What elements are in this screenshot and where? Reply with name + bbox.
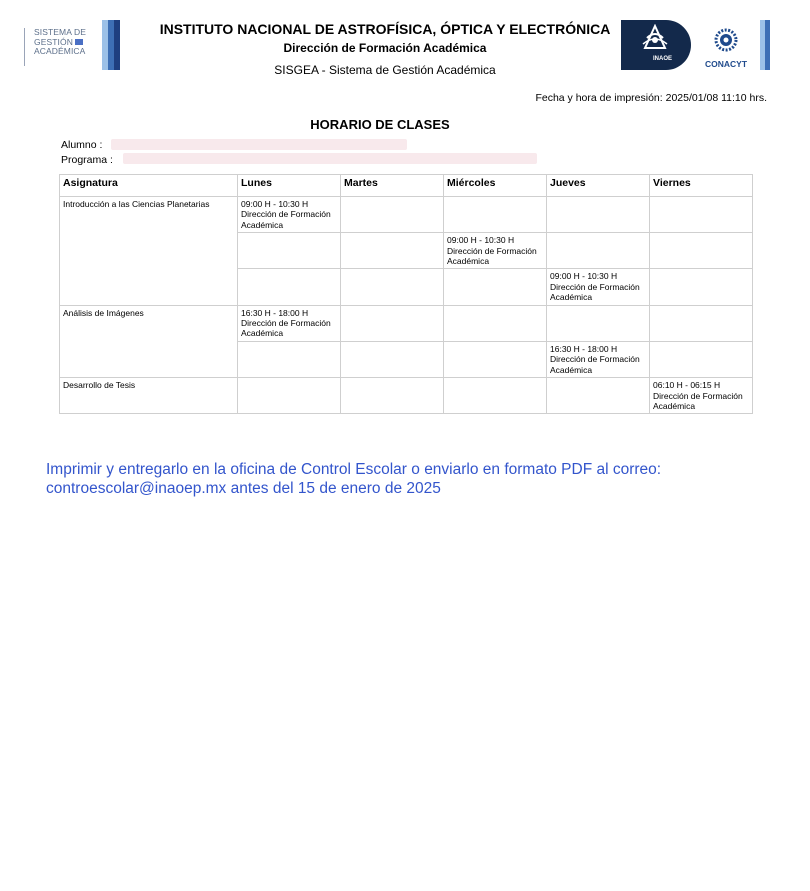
submission-note-line: Imprimir y entregarlo en la oficina de Control Escolar o enviarlo en formato PDF al correo: bbox=[46, 461, 662, 478]
inaoe-emblem-icon bbox=[637, 24, 673, 56]
logo-line: SISTEMA DE bbox=[34, 27, 87, 37]
schedule-cell bbox=[238, 197, 341, 233]
schedule-cell bbox=[547, 378, 650, 414]
schedule-cell bbox=[547, 233, 650, 269]
table-row bbox=[60, 305, 753, 341]
schedule-cell bbox=[444, 341, 547, 377]
schedule-cell bbox=[238, 269, 341, 305]
schedule-cell bbox=[341, 305, 444, 341]
slot-time: 09:00 H - 10:30 H bbox=[550, 271, 618, 282]
schedule-cell bbox=[341, 341, 444, 377]
slot-place: Dirección de Formación Académica bbox=[550, 354, 640, 375]
schedule-cell bbox=[341, 378, 444, 414]
schedule-cell bbox=[444, 305, 547, 341]
subject-cell: Análisis de Imágenes bbox=[60, 305, 238, 377]
slot-place: Dirección de Formación Académica bbox=[653, 390, 743, 411]
schedule-cell bbox=[547, 341, 650, 377]
schedule-cell bbox=[650, 197, 753, 233]
submission-note-line: controescolar@inaoep.mx antes del 15 de enero de 2025 bbox=[46, 480, 441, 497]
conacyt-logo bbox=[697, 28, 755, 68]
slot-time: 16:30 H - 18:00 H bbox=[241, 307, 309, 318]
inaoe-logo bbox=[621, 20, 691, 70]
schedule-cell bbox=[650, 378, 753, 414]
schedule-cell bbox=[341, 269, 444, 305]
schedule-cell bbox=[238, 341, 341, 377]
logo-square-icon bbox=[75, 39, 83, 45]
sisgea-logo-text bbox=[34, 28, 86, 57]
schedule-cell bbox=[547, 269, 650, 305]
redacted-program-name bbox=[123, 153, 537, 164]
conacyt-emblem-icon bbox=[713, 28, 739, 52]
schedule-cell bbox=[650, 305, 753, 341]
programa-label: Programa : bbox=[61, 154, 113, 166]
system-title: SISGEA - Sistema de Gestión Académica bbox=[274, 63, 496, 77]
conacyt-logo-text: CONACYT bbox=[704, 59, 748, 69]
logo-line: ACADÉMICA bbox=[34, 46, 86, 56]
schedule-cell bbox=[341, 233, 444, 269]
table-row bbox=[60, 378, 753, 414]
print-date: Fecha y hora de impresión: 2025/01/08 11:10 hrs. bbox=[535, 92, 767, 104]
logo-line: GESTIÓN bbox=[34, 38, 86, 48]
inaoe-logo-text: INAOE bbox=[653, 56, 673, 62]
slot-time: 16:30 H - 18:00 H bbox=[550, 343, 618, 354]
subject-cell: Introducción a las Ciencias Planetarias bbox=[60, 197, 238, 306]
institution-title: INSTITUTO NACIONAL DE ASTROFÍSICA, ÓPTICA Y ELECTRÓNICA bbox=[159, 21, 611, 37]
table-row bbox=[60, 197, 753, 233]
partner-logos bbox=[621, 20, 773, 70]
schedule-cell bbox=[444, 197, 547, 233]
schedule-cell bbox=[238, 233, 341, 269]
column-header: Asignatura bbox=[60, 175, 238, 197]
subject-cell: Desarrollo de Tesis bbox=[60, 378, 238, 414]
schedule-cell bbox=[238, 378, 341, 414]
submission-note bbox=[46, 460, 661, 498]
schedule-cell bbox=[444, 269, 547, 305]
schedule-cell bbox=[547, 305, 650, 341]
schedule-cell bbox=[238, 305, 341, 341]
table-header-row bbox=[60, 175, 753, 197]
column-header: Jueves bbox=[547, 175, 650, 197]
column-header: Martes bbox=[341, 175, 444, 197]
column-header: Lunes bbox=[238, 175, 341, 197]
schedule-cell bbox=[444, 378, 547, 414]
schedule-cell bbox=[650, 233, 753, 269]
slot-time: 06:10 H - 06:15 H bbox=[653, 380, 721, 391]
logo-stripe bbox=[765, 20, 770, 70]
slot-place: Dirección de Formación Académica bbox=[241, 318, 331, 339]
alumno-label: Alumno : bbox=[61, 139, 103, 151]
schedule-cell bbox=[650, 269, 753, 305]
department-title: Dirección de Formación Académica bbox=[283, 41, 487, 55]
column-header: Viernes bbox=[650, 175, 753, 197]
schedule-table bbox=[59, 174, 753, 414]
schedule-cell bbox=[444, 233, 547, 269]
slot-place: Dirección de Formación Académica bbox=[550, 281, 640, 303]
sisgea-logo bbox=[24, 20, 122, 70]
redacted-student-name bbox=[111, 139, 407, 150]
schedule-cell bbox=[341, 197, 444, 233]
schedule-cell bbox=[547, 197, 650, 233]
slot-time: 09:00 H - 10:30 H bbox=[447, 235, 515, 246]
document-title: HORARIO DE CLASES bbox=[310, 117, 450, 132]
schedule-cell bbox=[650, 341, 753, 377]
column-header: Miércoles bbox=[444, 175, 547, 197]
slot-place: Dirección de Formación Académica bbox=[447, 245, 537, 267]
slot-place: Dirección de Formación Académica bbox=[241, 209, 331, 230]
logo-divider bbox=[24, 28, 25, 66]
slot-time: 09:00 H - 10:30 H bbox=[241, 199, 309, 209]
